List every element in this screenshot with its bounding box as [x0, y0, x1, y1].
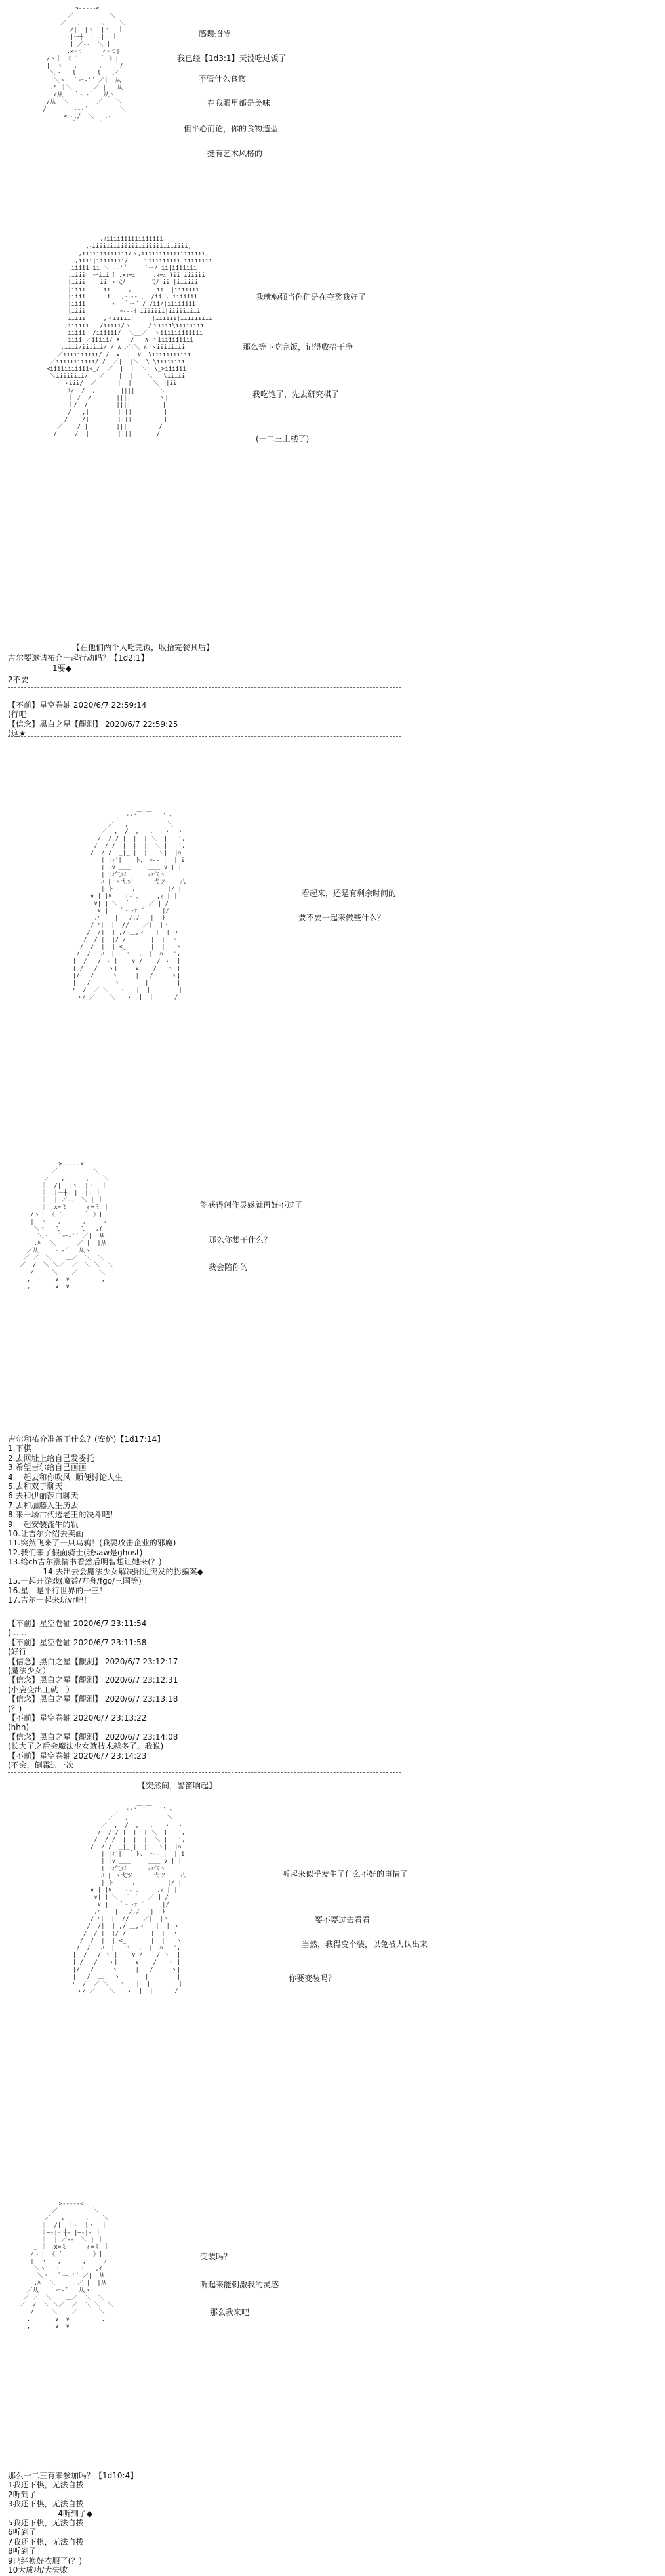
dialogue-line: 那么你想干什么？ — [209, 1235, 272, 1244]
ascii-art-character-6: >‐‐‐‐‐< ／ ＼ ／ , 、 ＼ ｜ /| |ヽ |ヽ ｜ ｜―‐|ー┼‐ |―‐|‐ ｜ ｜ | ／‐‐ ＼ | ｜ _ ｜ ,x=ミ ィ=ミ|｜ /ヽ｜ 《 ´ ｀ 》| | ヽ , , ﾉ ＼ヽ l l ,ｲ ＼ヽ ｀ー‐'´ ／| 从 .ﾊ ｜＼ ／ | |从 ／从 ｀ー‐´ 从ヽ ／ ／ ＼ ＿／ ＼ ＼ ／ / ＼ ＼／ ／ ＼ ＼ ＼ / ＼ ／ ＼ , ∨ ∨ , , ∨ ∨ — [20, 2201, 113, 2330]
dialogue-line: 我就勉强当你们是在夸奖我好了 — [256, 293, 367, 302]
dialogue-line: 我吃饱了，先去研究棋了 — [252, 390, 340, 399]
roll-option: 2不要 — [8, 675, 29, 684]
ascii-art-character-1: >‐‐‐‐‐< ／ ＼ ／ , 、 ＼ ｜ /| |ヽ |ヽ ｜ ｜―‐|ー┼‐ |―‐|‐ ｜ ｜ | ／‐‐ ＼ | ｜ _ ｜ ,x=ミ ィ=ミ|｜ /ヽ｜ 《 ´ ｀ 》| | ヽ , , ﾉ ＼ヽ l l ,ｲ ＼ヽ ｀ー‐'´ ／| 从 .ﾊ ｜＼ ／ | |从 /从 ｀ー‐´ 从ヽ /从 ＼ ＿／ ＼ / ｀‐‐‐´ ＼ <ゝ,/ ＼ ,ｨ ｀¨¨¨¨¨¨´ — [43, 5, 126, 127]
dialogue-line: 当然，我得变个装，以免被人认出来 — [302, 1940, 428, 1949]
dialogue-line: 挺有艺术风格的 — [207, 149, 263, 158]
dialogue-line: 能获得创作灵感就再好不过了 — [200, 1200, 303, 1210]
narration: 【在他们两个人吃完饭，收拾完餐具后】 — [72, 643, 214, 652]
roll-option: 1要◆ — [52, 664, 71, 673]
dialogue-line: 感谢招待 — [199, 29, 231, 38]
narration: 【突然间，警笛响起】 — [138, 1781, 217, 1790]
dialogue-line: 要不要一起来做些什么？ — [298, 913, 386, 922]
divider — [8, 1772, 401, 1773]
choice-list: 吉尔和祐介准备干什么？(安价)【1d17:14】 1.下棋 2.去网址上给自己发委托 3.希望吉尔给自己画画 4.一起去和你吹风 顺便讨论人生 5.去和双子聊天 6.去和伊丽莎白聊天 7.去和加藤人生历去 8.来一场古代选老王的决斗吧！ 9.一起安装流牛的轨 10.让吉尔介绍去卖画 11.突然飞来了一只乌鸦！(我要攻击企业的邪魔) 12.我们来了假面骑士(我saw是ghost) 13.给ch吉尔涨情书看然后明智想让她来(？) 14.去出去会魔法少女解决附近突发的拐骗案◆ 15.一起开游戏(魔益/方舟/fgo/三国等) 16.星，是平行世界的一三！ 17.吉尔一起来玩vr吧！ — [8, 1435, 203, 1605]
chat-log: 【不前】星空卷轴 2020/6/7 22:59:14 (行吧 【信念】黑白之星【觀測】 2020/6/7 22:59:25 (这★ — [8, 701, 178, 739]
ascii-art-character-4: >‐‐‐‐‐< ／ ＼ ／ , 、 ＼ ｜ /| |ヽ |ヽ ｜ ｜―‐|ー┼‐ |―‐|‐ ｜ ｜ | ／‐‐ ＼ | ｜ _ ｜ ,x=ミ ィ=ミ|｜ /ヽ｜ 《 ´ ｀ 》| | ヽ , , ﾉ ＼ヽ l l ,ｲ ＼ヽ ｀ー‐'´ ／| 从 .ﾊ ｜＼ ／ | |从 ／从 ｀ー‐´ 从ヽ ／ ／ ＼ ＿／ ＼ ＼ ／ / ＼ ＼／ ／ ＼ ＼ ＼ / ＼ ／ ＼ , ∨ ∨ , , ∨ ∨ — [20, 1161, 113, 1290]
divider — [8, 687, 401, 688]
divider — [8, 736, 401, 737]
ascii-art-character-3: ＿ ＿ , ''´ ｀丶 ／ , ＼ ／ , / , , ヽ ヽ / / / | | | ＼ | ', / / / | | | ＼ | ', / / / _|_ | | ヽ| |ﾊ | | |ｨ´| ｀ト、|ｰ‐- | | i | | |∨ ＿＿ ＿＿ ∨ | | | | |ｨ气ﾃﾐ ｨﾃ气ヽ | | | ﾊ | ヽ弋ツ 弋ツ | |八 | | ト , |/ | ∨ | |ﾊ r‐ ､ ,ｨ | | ∨| | ＼ ｀ ´ ／ | / ∨ | |｀ー‐ｧ ´ | |/ ,ﾊ | | /,/ | ト / ﾊ| | // ／| |ヽ / /| | ,/ ＿,ィ | | ヽ / / | |/ / | | ヽ / / | | <_ | | ヽ / / ﾊ | ヽ , | ﾊ ', | / / ヽ | ∨ / | / ヽ | | / / ヽ| ∨ | / ヽ | |/ / ヽ | |/ ヽ| | / ＿ ヽ | | | ﾊ / ／ ＼ ヽ | | | ヽ/ ／ ＼ ヽ | | / — [72, 807, 186, 1001]
dialogue-line: 我已经【1d3:1】天没吃过饭了 — [177, 54, 287, 63]
dialogue-line: 看起来，还是有剩余时间的 — [302, 889, 397, 898]
dialogue-line: 那么等下吃完饭，记得收拾干净 — [243, 342, 353, 352]
dialogue-line: 在我眼里都是美味 — [207, 98, 271, 108]
dialogue-line: (一二三上楼了) — [256, 434, 310, 443]
dialogue-line: 但平心而论，你的食物造型 — [184, 124, 279, 133]
dialogue-line: 不管什么食物 — [199, 74, 247, 83]
ascii-art-character-2: ,ｨiiiiiiiiiiiiiiii, ,ｨiiiiiiiiiiiiiiiiiiiiiiiiiii, ,iiiiiiiiiiiii/ヽ,iiiiiiiiiiiiiiiiii, ,iiii|iiiiiiii/ ヽiiiiiiiii|iiiiiiii iiiii|ii ＼ -‐'´ `ー/ ii|iiiiiii ,iiii |ーiii｛ ,xｨ=ｭ ,ｨ=ｭ }ii|iiiiii |iiii | ii ヽ弋ﾉ 弋ﾉ ii |iiiiii |iiii | ii , ii |iiiiiii |iiii | i ,ー‐‐ ､ /ii ,|iiiiiii |iiii | ヽ ｀ー´ / /ii/|iiiiiiii |iiii | ｀ｰ‐‐‐ｲ iiiiiii|iiiiiiiii iiiii | ,ィiiiii| |iiiiii|iiiiiiiii ,iiiiii| /iiiii/ヽ /ヽiiii\iiiiiiii |iiiii |/iiiiii/ ＼__／ ヽiiiiiiiiiiii |iiii ／iiiii/ ∧ |/ ∧ ヽiiiiiiiiii ,iiii/iiiiii/ / ∧ ／|＼ ∧ ヽiiiiiiii ／iiiiiiiiii/ / ∨ | ∨ \iiiiiiiiiii ／iiiiiiiiiii/ / ／| |＼ \ \iiiiiiii <iiiiiiiiiii<_/ ／ | | ＼ \_>iiiiii ＼iiiiiiii/ ／ | | ＼ \iiiii ｀ヽiii/ ／ |__| ＼ |ii ﾄ/ / , |||| ＼ | ｜ / / |||| ヽ| ｜/ / |||| | / ,| |||| | / /| |||| | ／ / | |||| / / / | |||| / — [46, 236, 212, 438]
dialogue-line: 我会陪你的 — [209, 1263, 249, 1272]
dialogue-line: 变装吗？ — [200, 2252, 232, 2261]
dialogue-line: 你要变装吗？ — [289, 1974, 336, 1983]
roll-question: 吉尔要邀请祐介一起行动吗？【1d2:1】 — [8, 653, 149, 663]
choice-list: 那么一二三有来参加吗？【1d10:4】 1我还下棋，无法自拔 2听到了 3我还下棋，无法自拔 4听到了◆ 5我还下棋，无法自拔 6听到了 7我还下棋，无法自拔 8听到了 9已经换好衣服了(？) 10大成功/大失败 — [8, 2471, 138, 2575]
dialogue-line: 听起来似乎发生了什么不好的事情了 — [282, 1870, 409, 1879]
dialogue-line: 听起来能刺激我的灵感 — [200, 2280, 279, 2289]
ascii-art-character-5: ＿ ＿ , ''´ ｀丶 ／ , ＼ ／ , / , , ヽ ヽ / / / | | | ＼ | ', / / / | | | ＼ | ', / / / _|_ | | ヽ| |ﾊ | | |ｨ´| ｀ト、|ｰ‐- | | i | | |∨ ＿＿ ＿＿ ∨ | | | | |ｨ气ﾃﾐ ｨﾃ气ヽ | | | ﾊ | ヽ弋ツ 弋ツ | |八 | | ト , |/ | ∨ | |ﾊ r‐ ､ ,ｨ | | ∨| | ＼ ｀ ´ ／ | / ∨ | |｀ー‐ｧ ´ | |/ ,ﾊ | | /,/ | ト / ﾊ| | // ／| |ヽ / /| | ,/ ＿,ィ | | ヽ / / | |/ / | | ヽ / / | | <_ | | ヽ / / ﾊ | ヽ , | ﾊ ', | / / ヽ | ∨ / | / ヽ | | / / ヽ| ∨ | / ヽ | |/ / ヽ | |/ ヽ| | / ＿ ヽ | | | ﾊ / ／ ＼ ヽ | | | ヽ/ ／ ＼ ヽ | | / — [72, 1801, 186, 1995]
dialogue-line: 那么我来吧 — [210, 2308, 250, 2317]
dialogue-line: 要不要过去看看 — [315, 1915, 371, 1925]
chat-log: 【不前】星空卷轴 2020/6/7 23:11:54 (…… 【不前】星空卷轴 2020/6/7 23:11:58 (好行 【信念】黑白之星【觀測】 2020/6/7 23:12:17 (魔法少女） 【信念】黑白之星【觀測】 2020/6/7 23:12:31 (小鹿变出工就！） 【信念】黑白之星【觀測】 2020/6/7 23:13:18 (？) 【不前】星空卷轴 2020/6/7 23:13:22 (hhh) 【信念】黑白之星【觀測】 2020/6/7 23:14:08 (长大了之后会魔法少女就技术越多了。我说) 【不前】星空卷轴 2020/6/7 23:14:23 (不会，倒霉过一次 — [8, 1619, 178, 1770]
